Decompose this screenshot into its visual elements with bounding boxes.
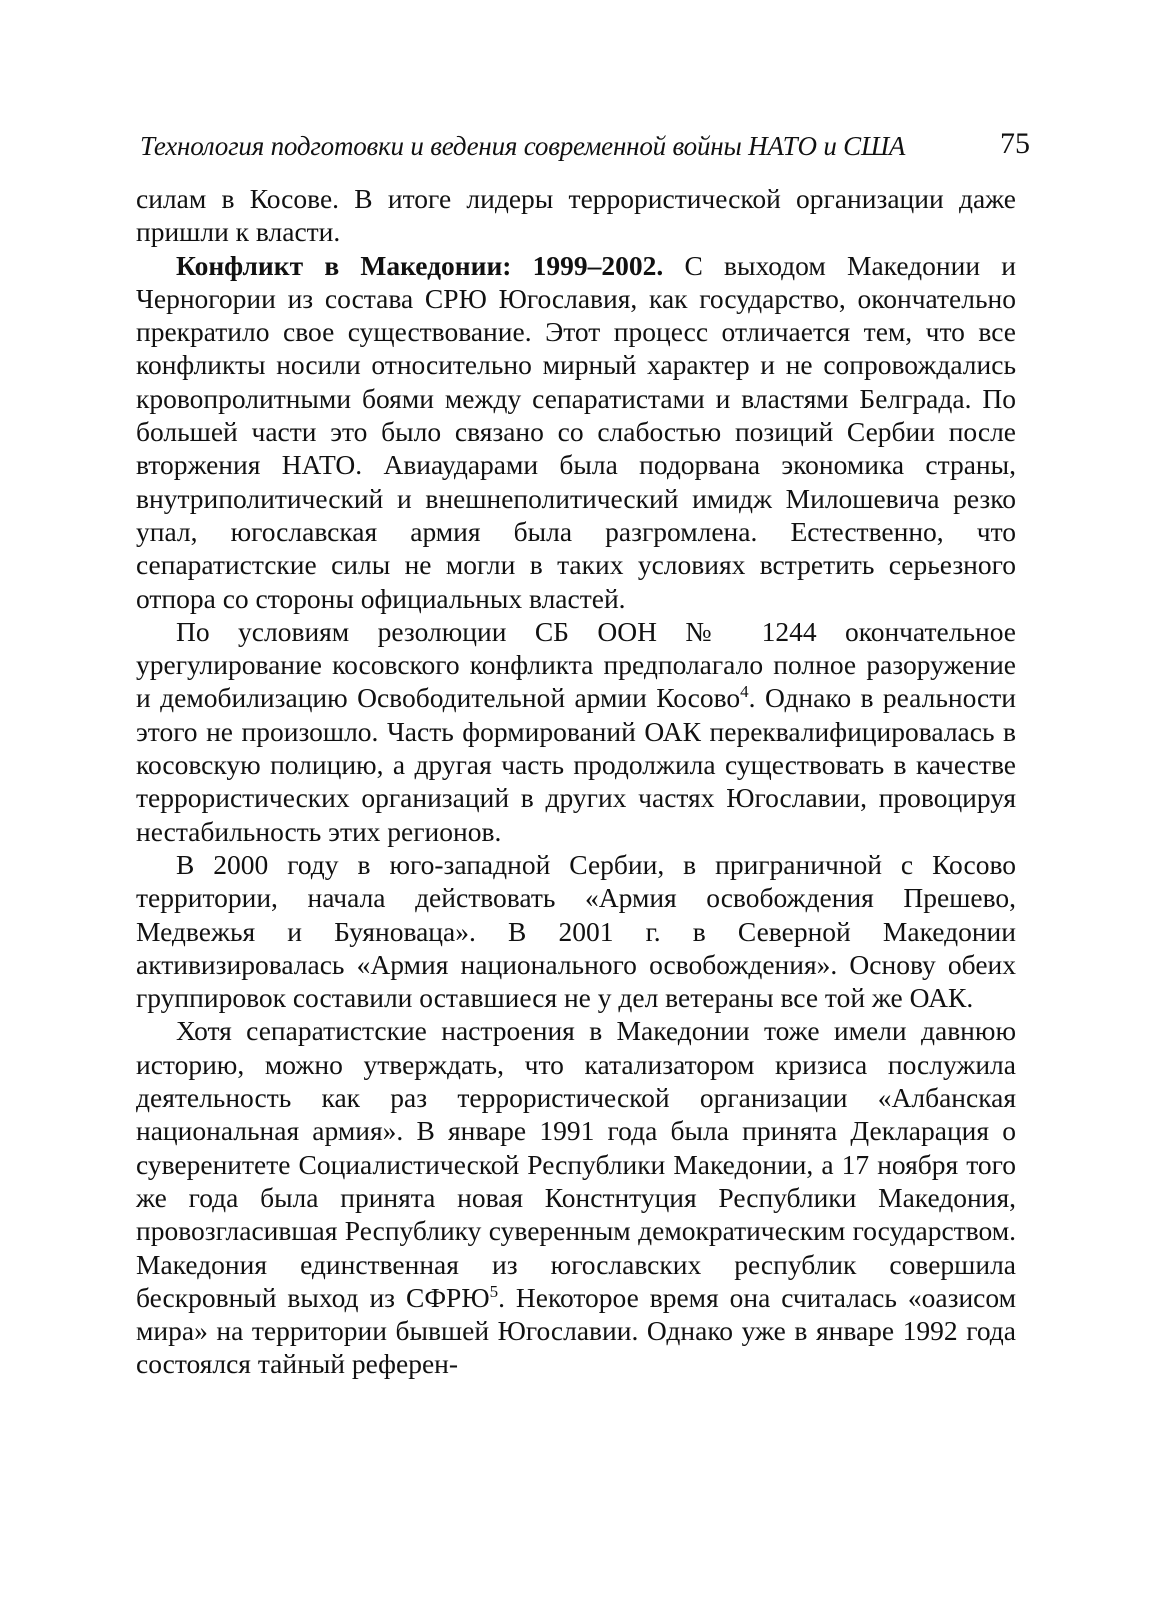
paragraph-text: силам в Косове. В итоге лидеры террористической организации даже пришли к власти. xyxy=(136,183,1016,248)
paragraph-text: С выходом Македонии и Черногории из состава СРЮ Югославия, как государство, окончательно прекратило свое существование. Этот процесс отличается тем, что все конфликты носили относительно мирный характер и не сопровождались кровопролитными боями между сепаратистами и властями Белграда. По большей части это было связано со слабостью позиций Сербии после вторжения НАТО. Авиаударами была подорвана экономика страны, внутриполитический и внешнеполитический имидж Милошевича резко упал, югославская армия была разгромлена. Естественно, что сепаратистские силы не могли в таких условиях встретить серьезного отпора со стороны официальных властей. xyxy=(136,249,1016,614)
paragraph-resolution-1244 xyxy=(136,615,1016,848)
paragraph-text: . Однако в реальности этого не произошло. Часть формирований ОАК переквалифицировалась в косовскую полицию, а другая часть продолжила существовать в качестве террористических организаций в других частях Югославии, провоцируя нестабильность этих регионов. xyxy=(136,682,1016,847)
paragraph-text: Хотя сепаратистские настроения в Македонии тоже имели давнюю историю, можно утверждать, что катализатором кризиса послужила деятельность как раз террористической организации «Албанская национальная армия». В январе 1991 года была принята Декларация о суверенитете Социалистической Республики Македонии, а 17 ноября того же года была принята новая Констнтуция Республики Македония, провозгласившая Республику суверенным демократическим государством. Македония единственная из югославских республик совершила бескровный выход из СФРЮ xyxy=(136,1015,1016,1313)
running-title: Технология подготовки и ведения современной войны НАТО и США xyxy=(140,131,906,161)
body-text xyxy=(136,182,1016,1381)
running-header xyxy=(136,124,1030,168)
book-page xyxy=(136,124,1030,1381)
paragraph-text: . Некоторое время она считалась «оазисом мира» на территории бывшей Югославии. Однако уже в январе 1992 года состоялся тайный референ- xyxy=(136,1281,1016,1380)
paragraph-preshevo-army xyxy=(136,848,1016,1014)
footnote-marker: 5 xyxy=(489,1281,499,1301)
paragraph-separatist-sentiments xyxy=(136,1014,1016,1380)
section-heading: Конфликт в Македонии: 1999–2002. xyxy=(176,249,664,281)
paragraph-macedonia-conflict xyxy=(136,249,1016,615)
paragraph-continuation xyxy=(136,182,1016,249)
paragraph-text: В 2000 году в юго-западной Сербии, в приграничной с Косово территории, начала действовать «Армия освобождения Прешево, Медвежья и Буяноваца». В 2001 г. в Северной Македонии активизировалась «Армия национального освобождения». Основу обеих группировок составили оставшиеся не у дел ветераны все той же ОАК. xyxy=(136,848,1016,1014)
footnote-marker: 4 xyxy=(740,682,749,702)
page-number: 75 xyxy=(1000,127,1030,160)
paragraph-text: По условиям резолюции СБ ООН № 1244 окончательное урегулирование косовского конфликта предполагало полное разоружение и демобилизацию Освободительной армии Косово xyxy=(136,615,1016,714)
